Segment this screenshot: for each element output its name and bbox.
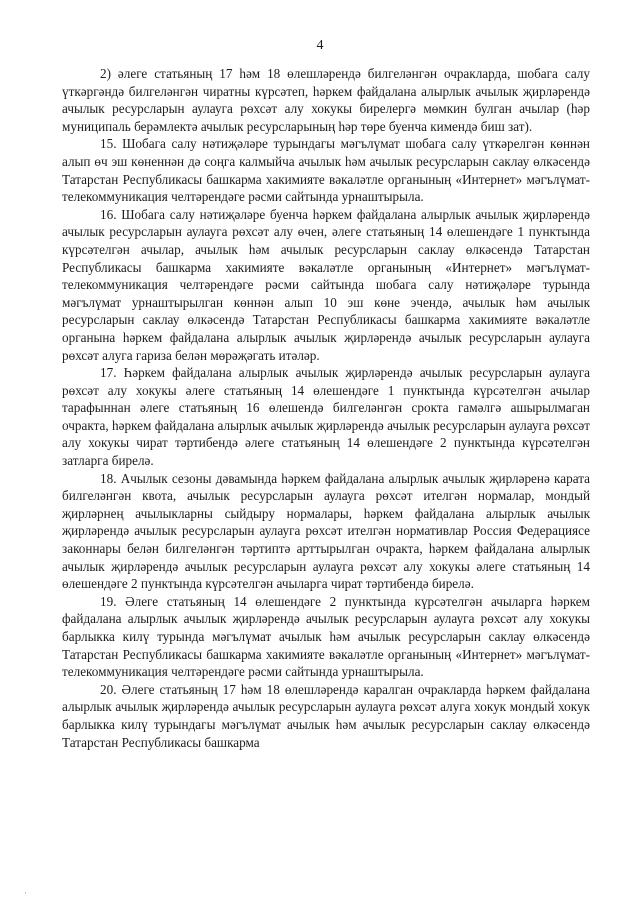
page-number: 4 [316,38,324,53]
scan-edge-mark: · [24,888,27,898]
paragraph-20: 20. Әлеге статьяның 17 һәм 18 өлешләрендә каралган очракларда һәркем файдалана алырлык ачылык җирләрендә ачылык ресурсларын аулауга рөхсәт алуга хокук мондый хокук барлыкка килү турындагы мәгълүмат ачылык һәм ачылык ресурсларын саклау өлкәсендә Татарстан Республикасы башкарма [62,681,590,750]
paragraph-18: 18. Ачылык сезоны дәвамында һәркем файдалана алырлык ачылык җирләренә карата билгеләнгән квота, ачылык ресурсларын аулауга рөхсәт ителгән нормалар, мондый җирләрнең ачылыкларны сыйдыру нормалары, һәркем файдалана алырлык ачылык җирләрендә ачылык ресурсларын аулауга рөхсәт ителгән нормативлар Россия Федерациясе законнары белән билгеләнгән тәртиптә арттырылган очракта, һәркем файдалана алырлык ачылык җирләрендә ачылык ресурсларын аулауга рөхсәт алу хокукы әлеге статьяның 14 өлешендәге 2 пунктында күрсәтелгән ачыларга чират тәртибендә бирелә. [62,470,590,592]
paragraph-19: 19. Әлеге статьяның 14 өлешендәге 2 пунктында күрсәтелгән ачыларга һәркем файдалана алырлык ачылык җирләрендә ачылык ресурсларын аулауга рөхсәт алу хокукы барлыкка килү турында мәгълүмат ачылык һәм ачылык ресурсларын саклау өлкәсендә Татарстан Республикасы башкарма хакимияте вәкаләтле органының «Интернет» мәгълүмат-телекоммуникация челтәрендәге рәсми сайтында урнаштырыла. [62,593,590,680]
paragraph-item-2: 2) әлеге статьяның 17 һәм 18 өлешләрендә билгеләнгән очракларда, шобага салу үткәргәндә билгеләнгән чиратны күрсәтеп, һәркем файдалана алырлык ачылык җирләрендә ачылык ресурсларын аулауга рөхсәт алу хокукы бирелергә мөмкин булган ачылар (һәр муниципаль берәмлектә ачылык ресурсларының һәр төре буенча кимендә биш зат). [62,66,590,134]
paragraph-16: 16. Шобага салу нәтиҗәләре буенча һәркем файдалана алырлык ачылык җирләрендә ачылык ресурсларын аулауга рөхсәт алу өчен, әлеге статьяның 14 өлешендәге 1 пунктында күрсәтелгән ачылар, ачылык һәм ачылык ресурсларын саклау өлкәсендә Татарстан Республикасы башкарма хакимияте вәкаләтле органының «Интернет» мәгълүмат-телекоммуникация челтәрендәге рәсми сайтында шобага салу нәтиҗәләре турында мәгълүмат урнаштырылган көннән алып 10 эш көне эчендә, ачылык һәм ачылык ресурсларын саклау өлкәсендә Татарстан Республикасы башкарма хакимияте вәкаләтле органына һәркем файдалана алырлык ачылык җирләрендә ачылык ресурсларын аулауга рөхсәт алуга гариза белән мөрәҗәгать итәләр. [62,206,590,363]
paragraph-17: 17. Һәркем файдалана алырлык ачылык җирләрендә ачылык ресурсларын аулауга рөхсәт алу хокукы әлеге статьяның 14 өлешендәге 1 пунктында күрсәтелгән ачылар тарафыннан әлеге статьяның 16 өлешендә билгеләнгән срокта гамәлгә ашырылмаган очракта, һәркем файдалана алырлык ачылык җирләрендә ачылык ресурсларын аулауга рөхсәт алу хокукы чират тәртибендә әлеге статьяның 14 өлешендәге 2 пунктында күрсәтелгән затларга бирелә. [62,365,590,469]
document-body [62,65,590,751]
paragraph-15: 15. Шобага салу нәтиҗәләре турындагы мәгълүмат шобага салу үткәрелгән көннән алып өч эш көненнән дә соңга калмыйча ачылык һәм ачылык ресурсларын саклау өлкәсендә Татарстан Республикасы башкарма хакимияте вәкаләтле органының «Интернет» мәгълүмат-телекоммуникация челтәрендәге рәсми сайтында урнаштырыла. [62,136,590,205]
